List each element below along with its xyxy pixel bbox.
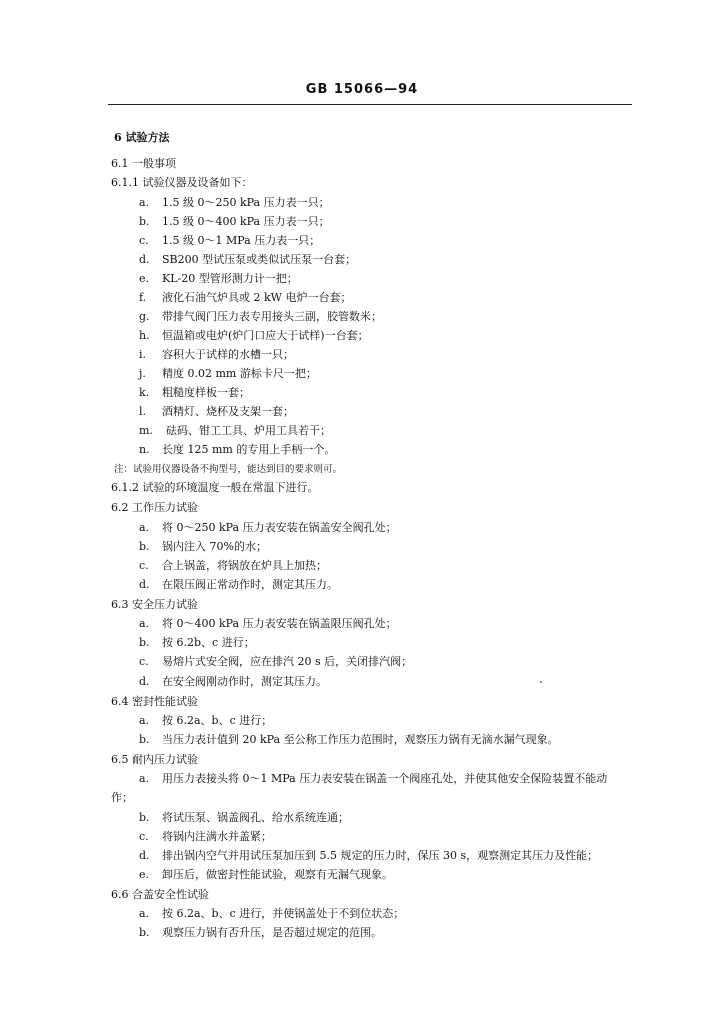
scan-speck [540, 681, 542, 683]
list-item: 液化石油气炉具或 2 kW 电炉一台套； [162, 291, 352, 304]
section-6-2-heading: 6.2 工作压力试验 [111, 501, 198, 514]
list-item: 砝码、钳工工具、炉用工具若干； [166, 424, 331, 437]
list-item: 合上锅盖，将锅放在炉具上加热； [162, 559, 327, 572]
list-item-label: e. [139, 272, 150, 285]
list-item: 1.5 级 0～400 kPa 压力表一只； [162, 215, 330, 228]
section-6-4-heading: 6.4 密封性能试验 [111, 695, 198, 708]
list-item: 观察压力锅有否升压，是否超过规定的范围。 [162, 926, 382, 939]
list-item-label: l. [139, 405, 147, 418]
list-item: SB200 型试压泵或类似试压泵一台套； [162, 253, 357, 266]
list-item: 1.5 级 0～250 kPa 压力表一只； [162, 196, 330, 209]
list-item-label: n. [139, 443, 150, 456]
list-item-label: b. [139, 540, 150, 553]
list-item-label: b. [139, 215, 150, 228]
equipment-note: 注：试验用仪器设备不拘型号，能达到目的要求则可。 [114, 464, 343, 475]
list-item-label: a. [139, 521, 150, 534]
section-6-1-1-heading: 6.1.1 试验仪器及设备如下： [111, 176, 253, 189]
list-item-label: c. [139, 830, 149, 843]
list-item-label: d. [139, 578, 150, 591]
list-item: 恒温箱或电炉(炉门口应大于试样)一台套； [162, 329, 369, 342]
list-item: 精度 0.02 mm 游标卡尺一把； [162, 367, 317, 380]
list-item: 将 0～250 kPa 压力表安装在锅盖安全阀孔处； [162, 521, 397, 534]
list-item: 当压力表计值到 20 kPa 至公称工作压力范围时，观察压力锅有无滴水漏气现象。 [162, 733, 559, 746]
list-item: 粗糙度样板一套； [162, 386, 250, 399]
list-item-label: h. [139, 329, 150, 342]
list-item: 按 6.2a、b、c 进行； [162, 714, 273, 727]
list-item: 将 0～400 kPa 压力表安装在锅盖限压阀孔处； [162, 617, 397, 630]
list-item-label: j. [139, 367, 146, 380]
list-item-label: a. [139, 617, 150, 630]
list-item-label: d. [139, 849, 150, 862]
list-item: 易熔片式安全阀，应在排汽 20 s 后，关闭排汽阀； [162, 655, 413, 668]
list-item-label: a. [139, 772, 150, 785]
list-item: 带排气阀门压力表专用接头三副，胶管数米； [162, 310, 382, 323]
list-item: 用压力表接头将 0～1 MPa 压力表安装在锅盖一个阀座孔处，并使其他安全保险装置不能动 [162, 772, 608, 785]
list-item-label: b. [139, 926, 150, 939]
list-item: 1.5 级 0～1 MPa 压力表一只； [162, 234, 321, 247]
list-item: 长度 125 mm 的专用上手柄一个。 [162, 443, 336, 456]
list-item: 在限压阀正常动作时，测定其压力。 [162, 578, 338, 591]
header-rule [108, 104, 632, 105]
list-item-label: c. [139, 559, 149, 572]
list-item: KL-20 型管形测力计一把； [162, 272, 298, 285]
list-item-label: a. [139, 907, 150, 920]
section-6-heading: 6 试验方法 [114, 131, 170, 144]
list-item: 卸压后，做密封性能试验，观察有无漏气现象。 [162, 868, 393, 881]
list-item-label: b. [139, 811, 150, 824]
list-item-label: k. [139, 386, 150, 399]
list-item-continuation: 作； [111, 791, 133, 804]
list-item-label: e. [139, 868, 150, 881]
list-item: 排出锅内空气并用试压泵加压到 5.5 规定的压力时，保压 30 s，观察测定其压力及性能； [162, 849, 599, 862]
list-item: 在安全阀刚动作时，测定其压力。 [162, 675, 327, 688]
list-item-label: b. [139, 733, 150, 746]
list-item-label: d. [139, 675, 150, 688]
list-item-label: g. [139, 310, 150, 323]
list-item: 将试压泵、锅盖阀孔、给水系统连通； [162, 811, 349, 824]
list-item: 按 6.2b、c 进行； [162, 636, 255, 649]
list-item-label: c. [139, 234, 149, 247]
section-6-6-heading: 6.6 合盖安全性试验 [111, 888, 209, 901]
list-item-label: d. [139, 253, 150, 266]
list-item: 酒精灯、烧杯及支架一套； [162, 405, 294, 418]
section-6-1-2-text: 6.1.2 试验的环境温度一般在常温下进行。 [111, 481, 319, 494]
list-item: 锅内注入 70%的水； [162, 540, 267, 553]
list-item-label: b. [139, 636, 150, 649]
list-item: 按 6.2a、b、c 进行，并使锅盖处于不到位状态； [162, 907, 405, 920]
section-6-1-heading: 6.1 一般事项 [111, 157, 176, 170]
list-item-label: a. [139, 196, 150, 209]
list-item-label: m. [139, 424, 153, 437]
list-item-label: c. [139, 655, 149, 668]
list-item-label: f. [139, 291, 147, 304]
section-6-5-heading: 6.5 耐内压力试验 [111, 753, 198, 766]
list-item: 将锅内注满水并盖紧； [162, 830, 272, 843]
list-item-label: i. [139, 348, 147, 361]
list-item: 容积大于试样的水槽一只； [162, 348, 294, 361]
standard-code-header: GB 15066—94 [305, 82, 419, 97]
list-item-label: a. [139, 714, 150, 727]
section-6-3-heading: 6.3 安全压力试验 [111, 598, 198, 611]
